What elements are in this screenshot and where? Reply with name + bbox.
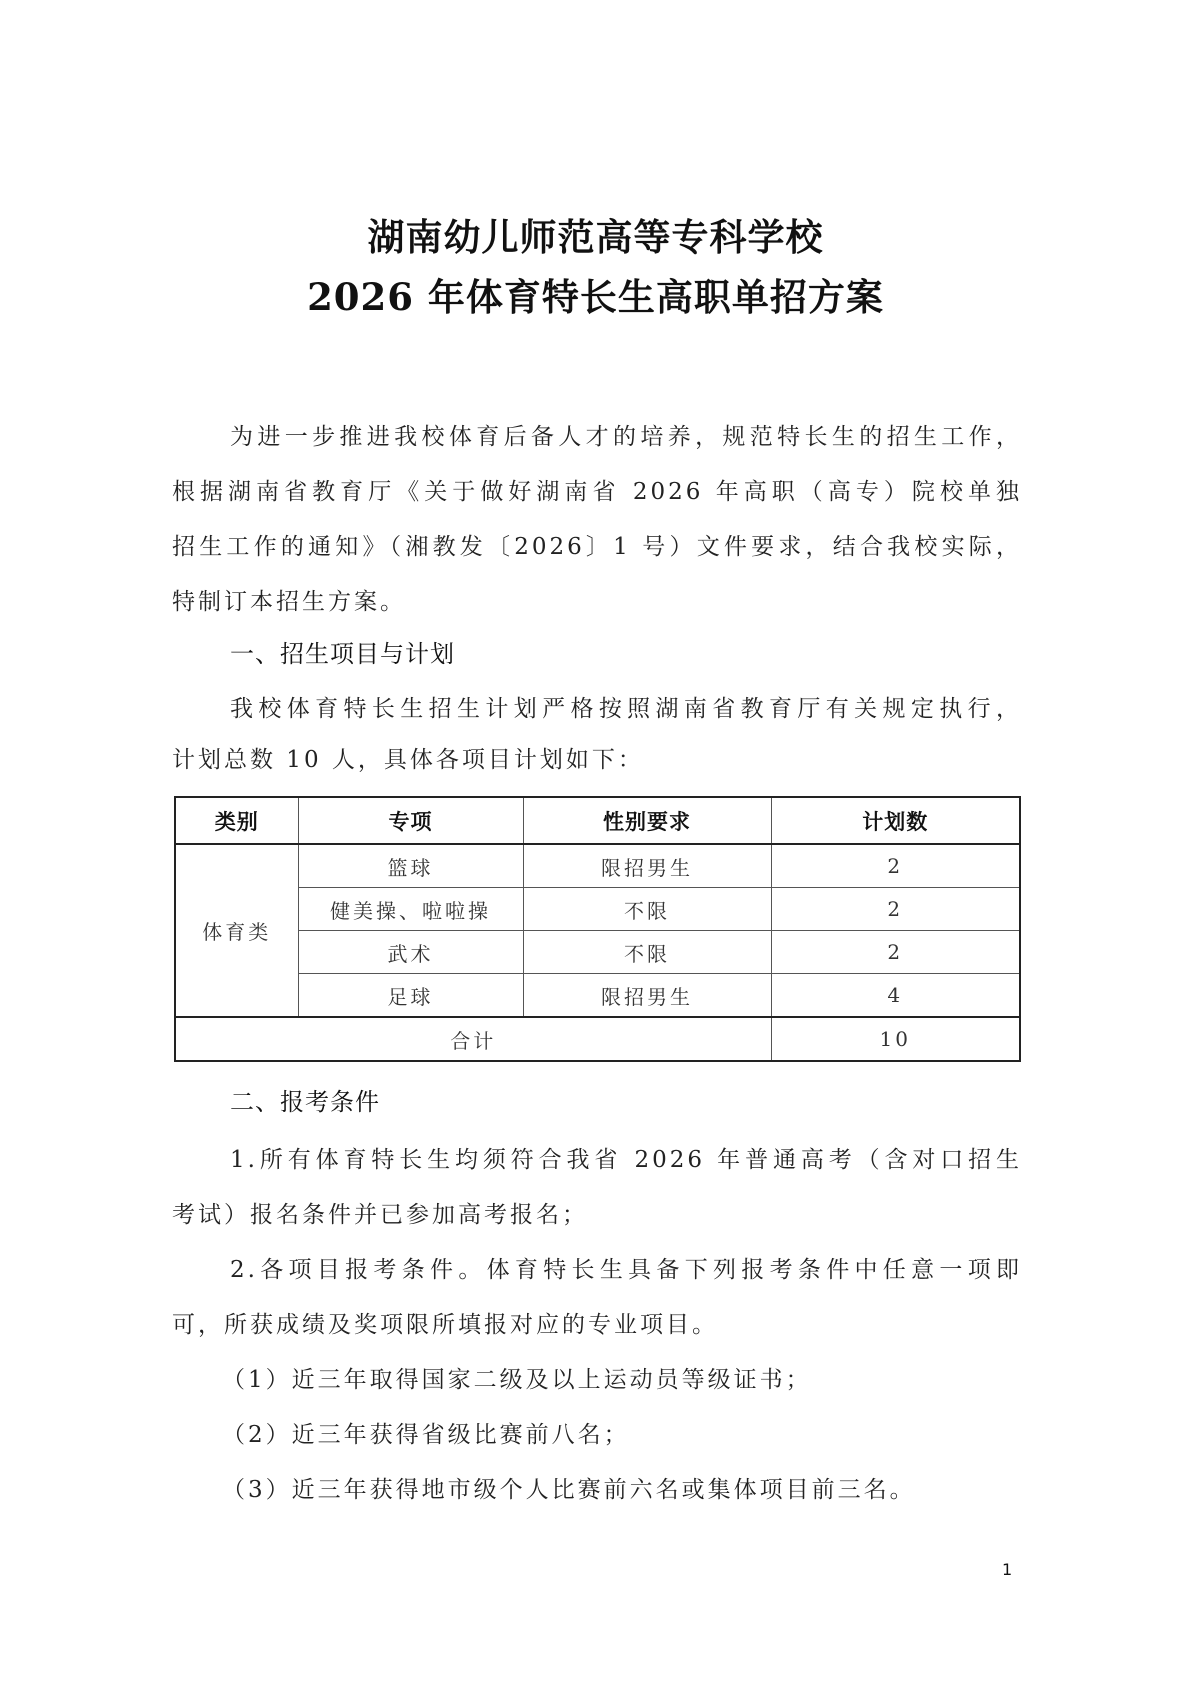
section-heading-plan: 一、招生项目与计划 [230,640,455,668]
condition-item: （3）近三年获得地市级个人比赛前六名或集体项目前三名。 [222,1477,916,1503]
item-cell: 足球 [298,974,523,1018]
enrollment-plan-table [174,796,1021,1062]
section2-line: 考试）报名条件并已参加高考报名； [172,1202,588,1228]
header-item: 专项 [298,797,523,844]
item-cell: 武术 [298,931,523,974]
section2-line: 1.所有体育特长生均须符合我省 2026 年普通高考（含对口招生 [230,1147,1022,1173]
section2-line: 可，所获成绩及奖项限所填报对应的专业项目。 [172,1312,718,1338]
table-row [175,931,1020,974]
section-heading-conditions: 二、报考条件 [230,1088,380,1116]
table-header-row [175,797,1020,844]
table-row [175,844,1020,888]
count-cell: 2 [771,931,1020,974]
header-count: 计划数 [771,797,1020,844]
total-label: 合计 [175,1017,771,1061]
gender-cell: 不限 [523,931,771,974]
table-row [175,888,1020,931]
header-category: 类别 [175,797,298,844]
category-cell: 体育类 [175,844,298,1017]
intro-line: 为进一步推进我校体育后备人才的培养，规范特长生的招生工作， [230,424,1022,450]
header-gender: 性别要求 [523,797,771,844]
section1-line: 我校体育特长生招生计划严格按照湖南省教育厅有关规定执行， [230,696,1022,722]
condition-item: （2）近三年获得省级比赛前八名； [222,1422,630,1448]
intro-line: 特制订本招生方案。 [172,589,406,615]
item-cell: 篮球 [298,844,523,888]
count-cell: 2 [771,888,1020,931]
condition-item: （1）近三年取得国家二级及以上运动员等级证书； [222,1367,812,1393]
intro-line: 招生工作的通知》（湘教发〔2026〕1 号）文件要求，结合我校实际， [172,534,1022,560]
section2-line: 2.各项目报考条件。体育特长生具备下列报考条件中任意一项即 [230,1257,1022,1283]
item-cell: 健美操、啦啦操 [298,888,523,931]
section1-line: 计划总数 10 人，具体各项目计划如下： [172,747,644,773]
page-number: 1 [1002,1560,1013,1579]
count-cell: 4 [771,974,1020,1018]
intro-line: 根据湖南省教育厅《关于做好湖南省 2026 年高职（高专）院校单独 [172,479,1022,505]
total-value: 10 [771,1017,1020,1061]
gender-cell: 不限 [523,888,771,931]
table-row [175,974,1020,1018]
document-title-line-1: 湖南幼儿师范高等专科学校 [367,215,824,259]
gender-cell: 限招男生 [523,844,771,888]
gender-cell: 限招男生 [523,974,771,1018]
document-title-line-2: 2026 年体育特长生高职单招方案 [307,275,884,319]
table-total-row [175,1017,1020,1061]
count-cell: 2 [771,844,1020,888]
